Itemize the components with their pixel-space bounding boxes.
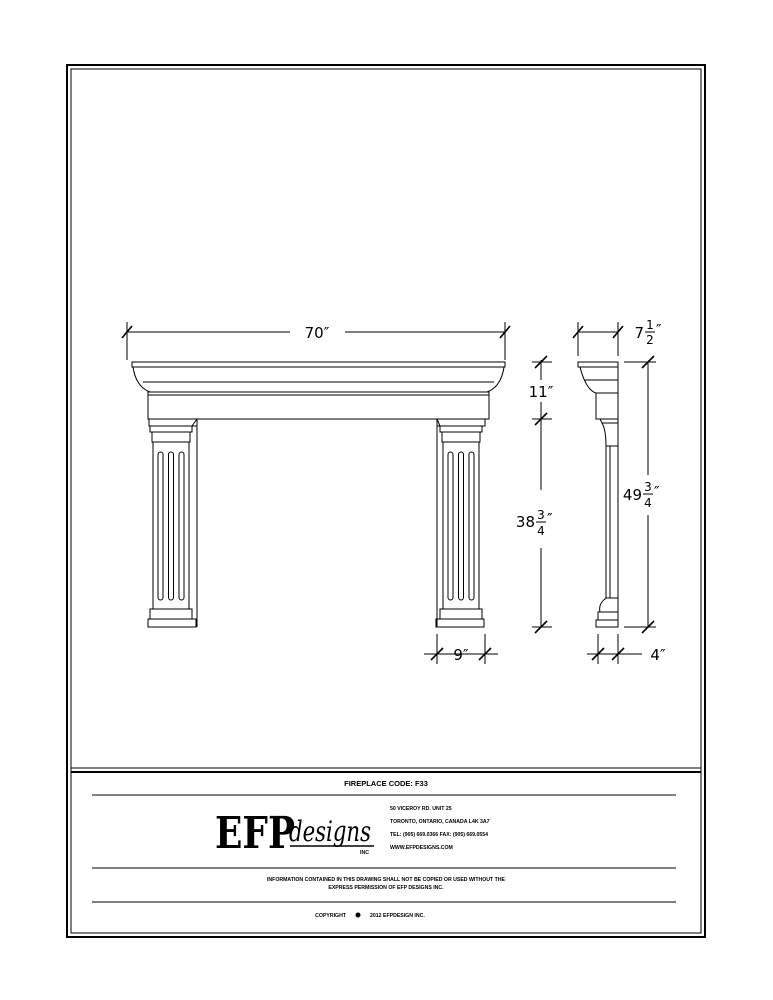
dim-leg-height-num: 3 xyxy=(537,508,545,522)
dimension-lines xyxy=(122,322,656,664)
logo-letters: EFP xyxy=(215,808,295,859)
logo-inc: INC xyxy=(360,850,369,856)
dim-shelf-depth-inch: ″ xyxy=(656,321,662,339)
crown-molding xyxy=(133,367,504,392)
notice-line-1: INFORMATION CONTAINED IN THIS DRAWING SHALL NOT BE COPIED OR USED WITHOUT THE xyxy=(266,877,506,883)
dim-leg-height-whole: 38 xyxy=(515,513,535,531)
dim-shelf-depth-num: 1 xyxy=(646,318,654,332)
efp-logo xyxy=(215,808,374,859)
address-line-1: 50 VICEROY RD. UNIT 25 xyxy=(390,806,452,812)
dim-frieze-height: 11″ xyxy=(528,383,554,401)
dim-leg-depth: 4″ xyxy=(650,646,666,664)
left-leg xyxy=(148,419,197,627)
dim-leg-height-den: 4 xyxy=(537,524,545,538)
notice-line-2: EXPRESS PERMISSION OF EFP DESIGNS INC. xyxy=(328,885,444,891)
right-leg xyxy=(436,419,485,627)
address-line-2: TORONTO, ONTARIO, CANADA L4K 3A7 xyxy=(390,819,490,825)
dim-overall-height-inch: ″ xyxy=(654,483,660,501)
front-elevation xyxy=(132,362,505,627)
copyright-symbol xyxy=(356,913,361,918)
dim-leg-width: 9″ xyxy=(453,646,469,664)
dim-shelf-depth-whole: 7 xyxy=(634,324,644,342)
dim-overall-height-whole: 49 xyxy=(622,486,642,504)
frieze xyxy=(148,392,489,419)
mantel-shelf xyxy=(132,362,505,367)
copyright-label: COPYRIGHT xyxy=(315,913,346,919)
dim-leg-height-inch: ″ xyxy=(547,510,553,528)
logo-script: designs xyxy=(289,815,371,848)
dim-overall-height-num: 3 xyxy=(644,480,652,494)
dim-overall-height-den: 4 xyxy=(644,496,652,510)
side-elevation xyxy=(578,362,618,627)
dim-overall-width: 70″ xyxy=(304,324,330,342)
copyright-owner: 2012 EFPDESIGN INC. xyxy=(370,913,425,919)
website: WWW.EFPDESIGNS.COM xyxy=(390,845,453,851)
fireplace-code: FIREPLACE CODE: F33 xyxy=(344,779,428,788)
phone-fax: TEL: (905) 669.0366 FAX: (905) 669.0554 xyxy=(390,832,489,838)
dim-shelf-depth-den: 2 xyxy=(646,333,654,347)
title-block xyxy=(71,768,701,919)
